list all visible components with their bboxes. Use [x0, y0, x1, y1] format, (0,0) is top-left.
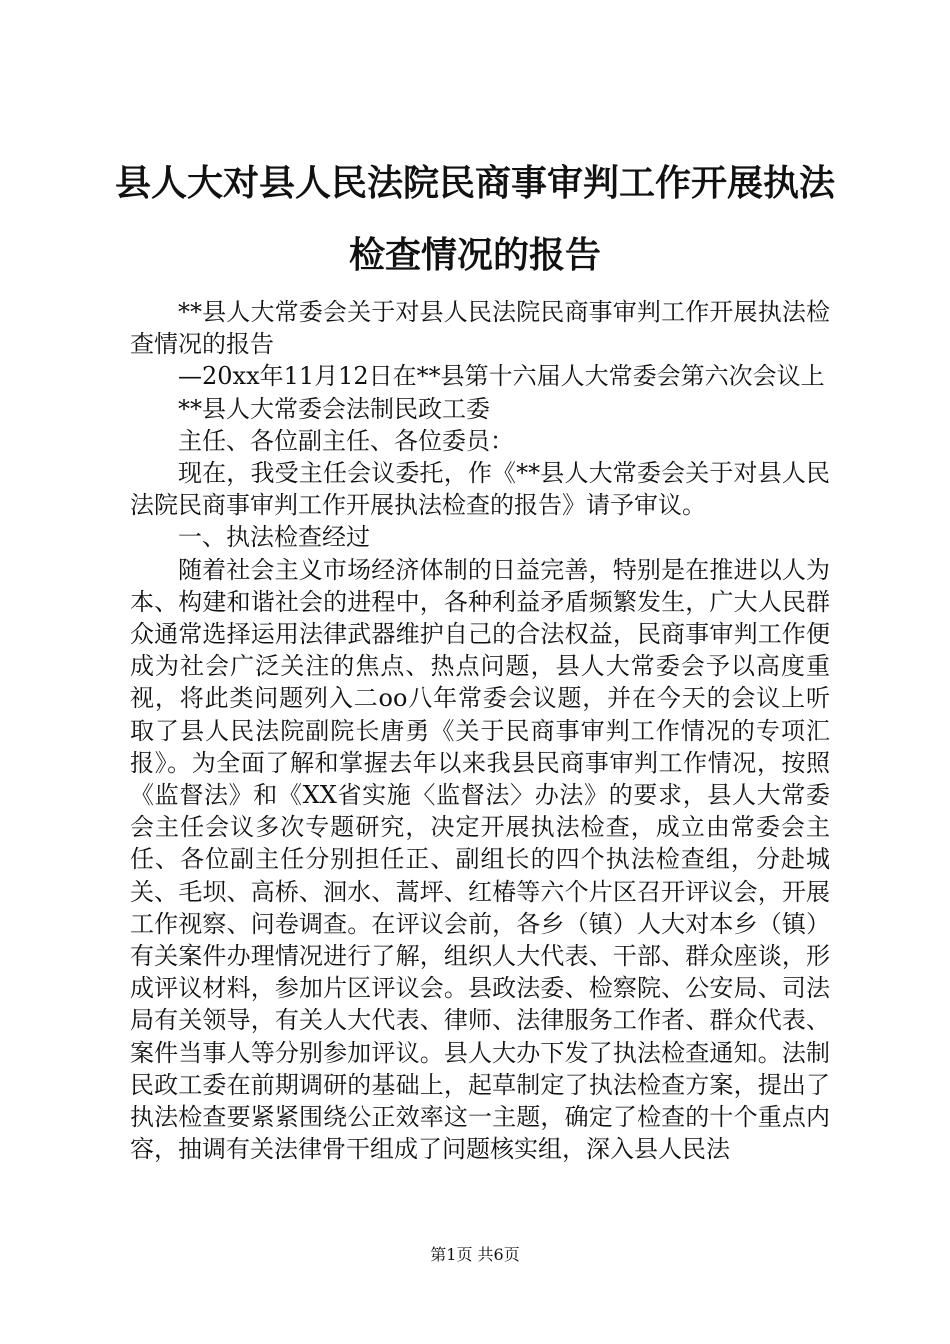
paragraph-author: **县人大常委会法制民政工委 [178, 394, 490, 423]
document-title-line-1: 县人大对县人民法院民商事审判工作开展执法 [114, 162, 835, 204]
document-body [130, 296, 830, 1165]
paragraph-salutation: 主任、各位副主任、各位委员： [178, 426, 514, 455]
paragraph-intro: 现在，我受主任会议委托，作《**县人大常委会关于对县人民法院民商事审判工作开展执法检查的报告》请予审议。 [130, 459, 830, 520]
document-title-line-2: 检查情况的报告 [348, 234, 601, 276]
paragraph-report-heading: **县人大常委会关于对县人民法院民商事审判工作开展执法检查情况的报告 [130, 298, 830, 359]
page-footer: 第1页 共6页 [430, 1245, 520, 1264]
paragraph-body: 随着社会主义市场经济体制的日益完善，特别是在推进以人为本、构建和谐社会的进程中，各种利益矛盾频繁发生，广大人民群众通常选择运用法律武器维护自己的合法权益，民商事审判工作便成为社会广泛关注的焦点、热点问题，县人大常委会予以高度重视，将此类问题列入二oo八年常委会议题，并在今天的会议上听取了县人民法院副院长唐勇《关于民商事审判工作情况的专项汇报》。为全面了解和掌握去年以来我县民商事审判工作情况，按照《监督法》和《XX省实施〈监督法〉办法》的要求，县人大常委会主任会议多次专题研究，决定开展执法检查，成立由常委会主任、各位副主任分别担任正、副组长的四个执法检查组，分赴城关、毛坝、高桥、洄水、蒿坪、红椿等六个片区召开评议会，开展工作视察、问卷调查。在评议会前，各乡（镇）人大对本乡（镇）有关案件办理情况进行了解，组织人大代表、干部、群众座谈，形成评议材料，参加片区评议会。县政法委、检察院、公安局、司法局有关领导，有关人大代表、律师、法律服务工作者、群众代表、案件当事人等分别参加评议。县人大办下发了执法检查通知。法制民政工委在前期调研的基础上，起草制定了执法检查方案，提出了执法检查要紧紧围绕公正效率这一主题，确定了检查的十个重点内容，抽调有关法律骨干组成了问题核实组，深入县人民法 [130, 555, 830, 1164]
section-heading-1: 一、执法检查经过 [178, 523, 370, 552]
paragraph-meeting-date: —20xx年11月12日在**县第十六届人大常委会第六次会议上 [178, 362, 825, 391]
